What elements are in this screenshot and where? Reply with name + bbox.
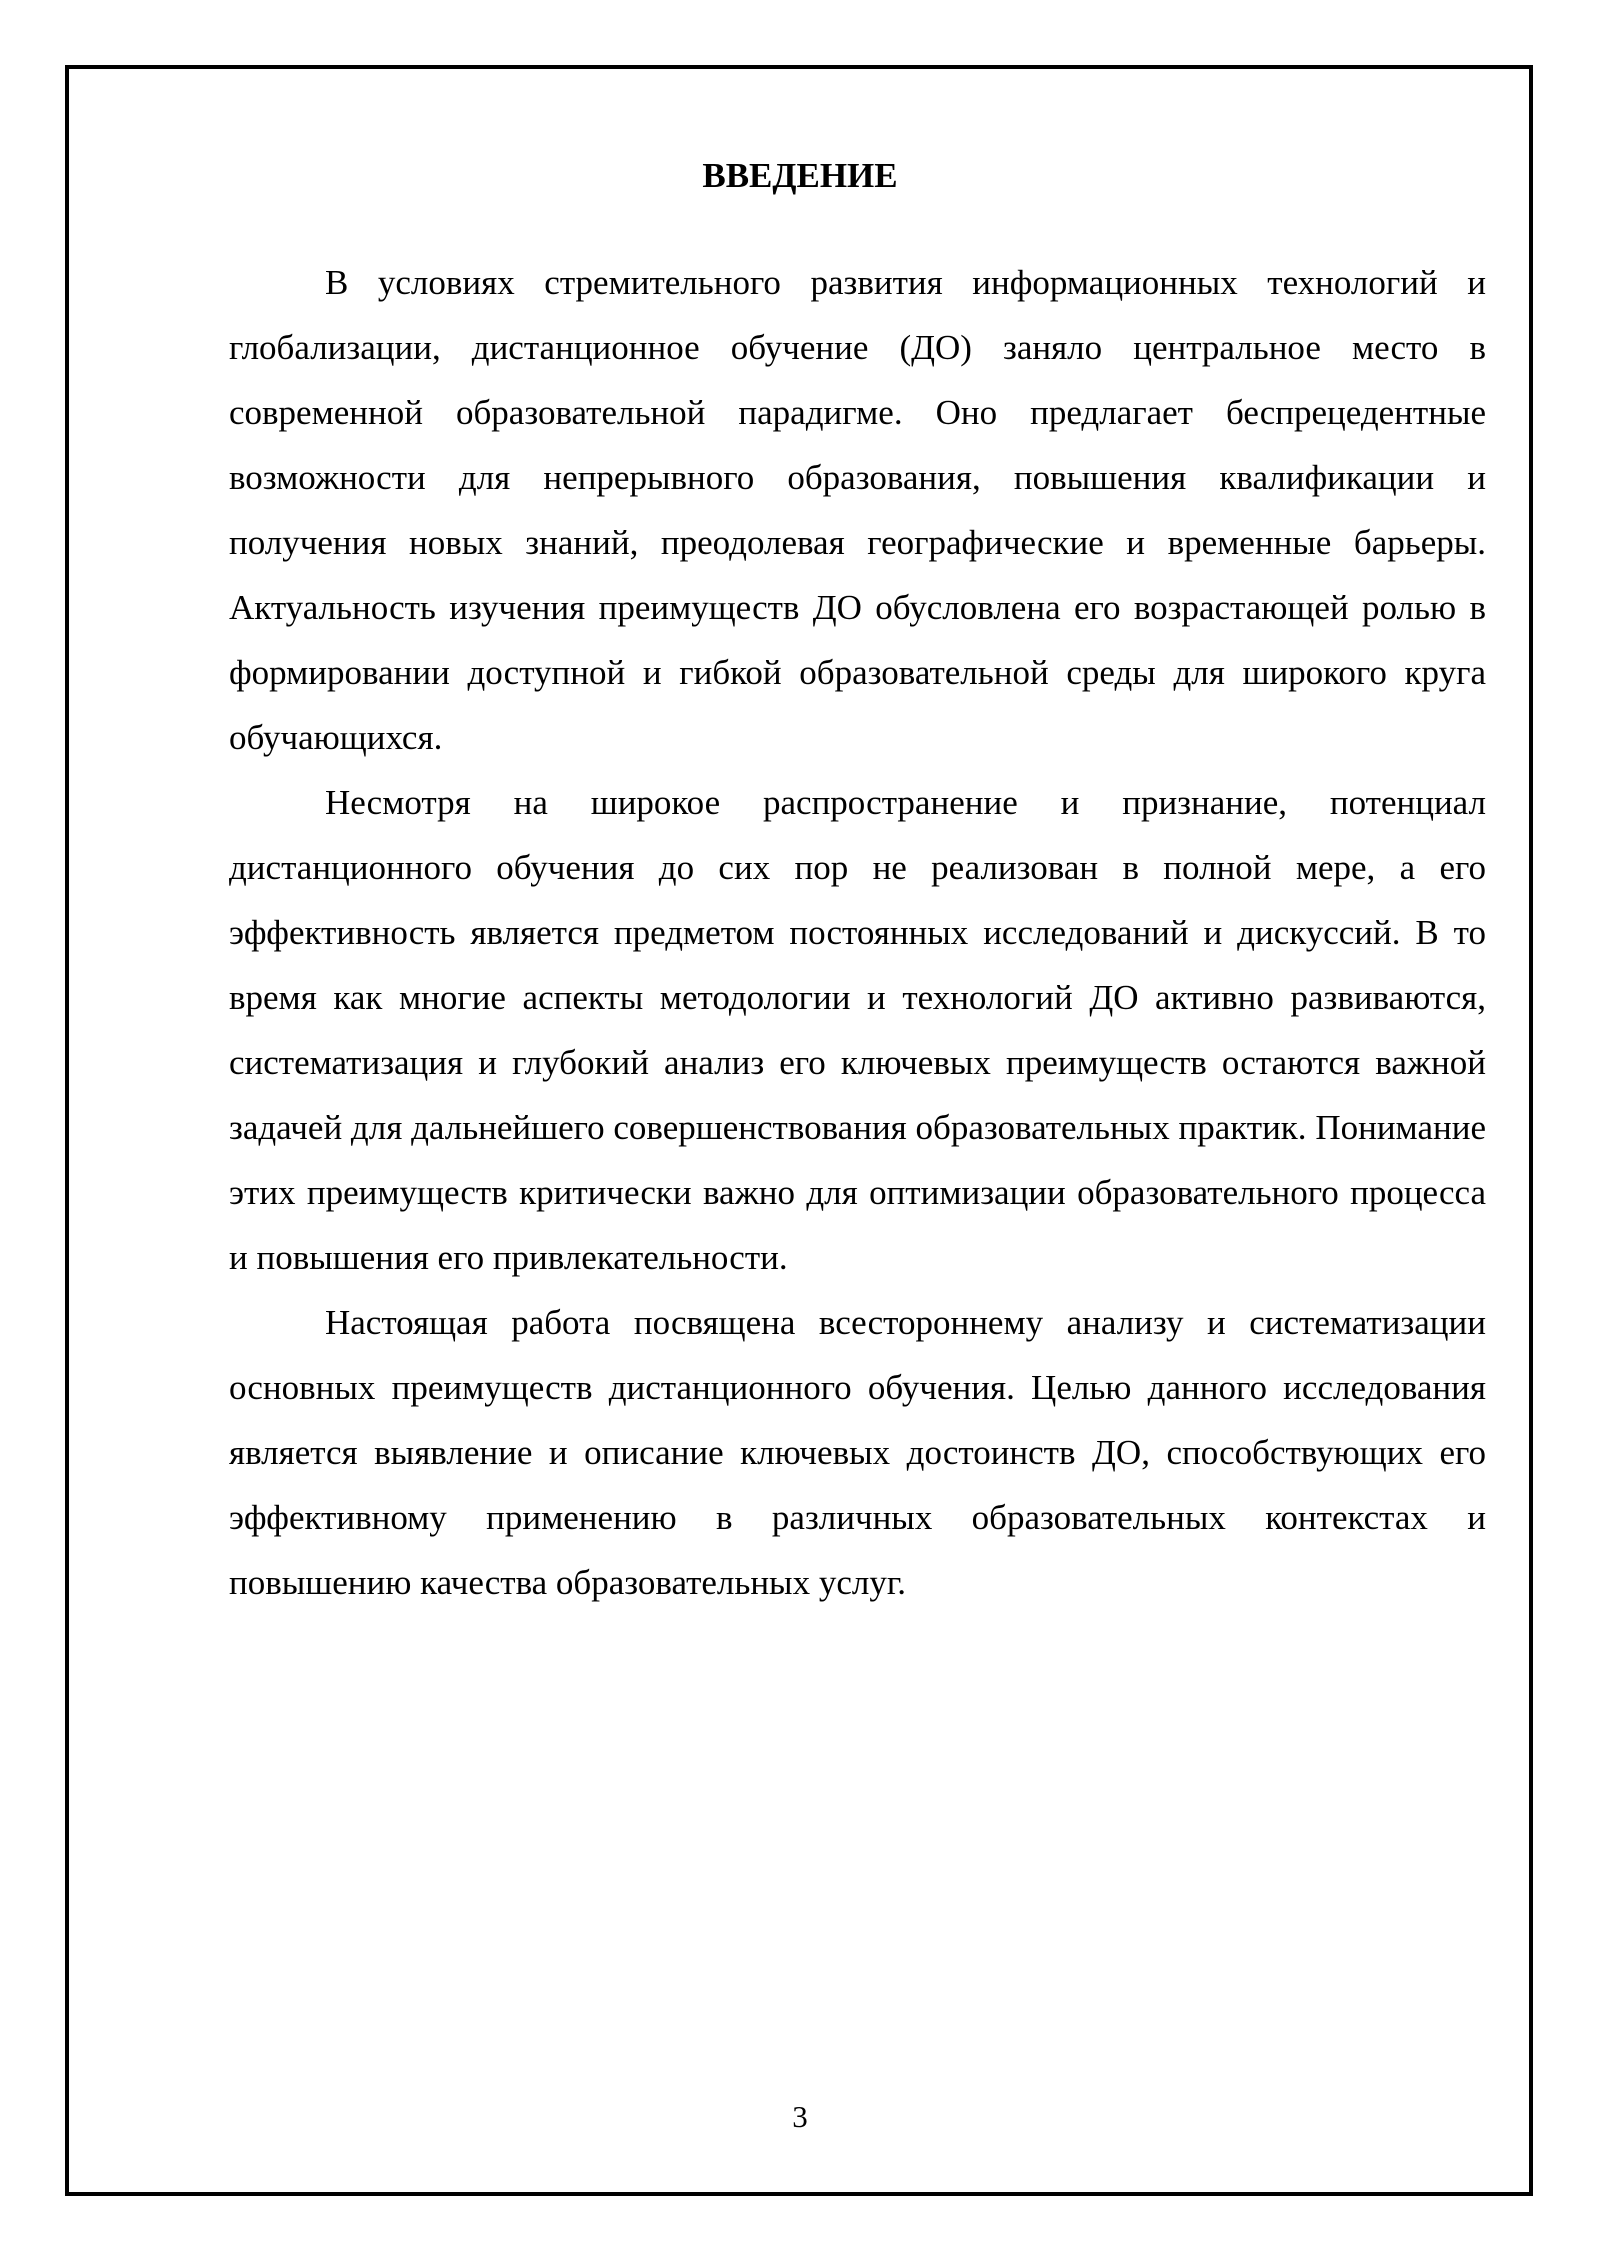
section-heading: ВВЕДЕНИЕ [702, 156, 898, 195]
page-number: 3 [792, 2099, 808, 2134]
body-text [229, 250, 1486, 1615]
paragraph: В условиях стремительного развития информационных технологий и глобализации, дистанционное обучение (ДО) заняло центральное место в современной образовательной парадигме. Оно предлагает беспрецедентные возможности для непрерывного образования, повышения квалификации и получения новых знаний, преодолевая географические и временные барьеры. Актуальность изучения преимуществ ДО обусловлена его возрастающей ролью в формировании доступной и гибкой образовательной среды для широкого круга обучающихся. [229, 263, 1486, 757]
paragraph: Настоящая работа посвящена всестороннему анализу и систематизации основных преимуществ дистанционного обучения. Целью данного исследования является выявление и описание ключевых достоинств ДО, способствующих его эффективному применению в различных образовательных контекстах и повышению качества образовательных услуг. [229, 1303, 1486, 1602]
paragraph: Несмотря на широкое распространение и признание, потенциал дистанционного обучения до сих пор не реализован в полной мере, а его эффективность является предметом постоянных исследований и дискуссий. В то время как многие аспекты методологии и технологий ДО активно развиваются, систематизация и глубокий анализ его ключевых преимуществ остаются важной задачей для дальнейшего совершенствования образовательных практик. Понимание этих преимуществ критически важно для оптимизации образовательного процесса и повышения его привлекательности. [229, 783, 1486, 1277]
